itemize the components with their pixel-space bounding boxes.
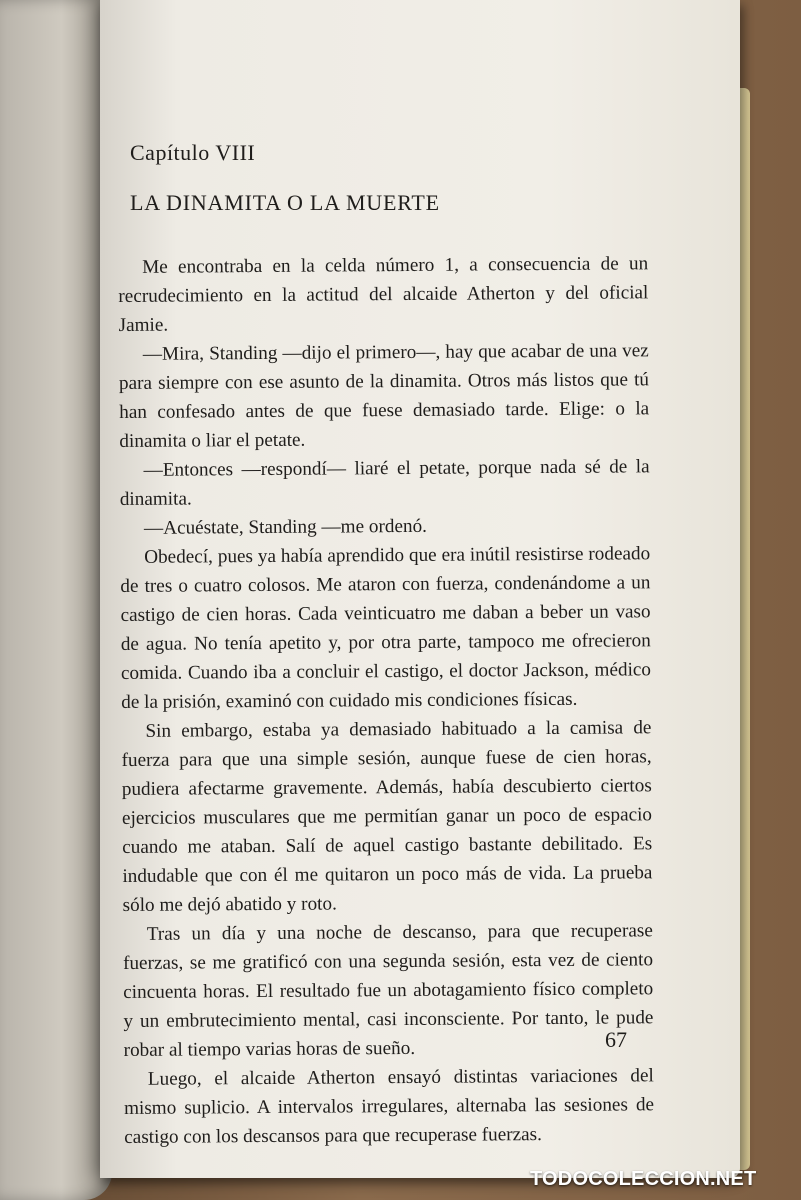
- page-number: 67: [605, 1027, 627, 1052]
- chapter-label: Capítulo VIII: [130, 140, 256, 165]
- body-text: [118, 239, 654, 1152]
- watermark-text: TODOCOLECCION.NET: [530, 1168, 757, 1190]
- chapter-title: LA DINAMITA O LA MUERTE: [130, 190, 440, 215]
- paragraph: —Mira, Standing —dijo el primero—, hay que acabar de una vez para siempre con ese asunto de la dinamita. Otros más listos que tú han confesado antes de que fuese demasiado tarde. Elige: o la dinamita o liar el petate.: [118, 340, 650, 452]
- paragraph: Obedecí, pues ya había aprendido que era inútil resistirse rodeado de tres o cuatro colosos. Me ataron con fuerza, condenándome a un castigo de cien horas. Cada veinticuatro me daban a beber un vaso de agua. No tenía apetito y, por otra parte, tampoco me ofrecieron comida. Cuando iba a concluir el castigo, el doctor Jackson, médico de la prisión, examinó con cuidado mis condiciones físicas.: [120, 543, 652, 713]
- paragraph: —Entonces —respondí— liaré el petate, porque nada sé de la dinamita.: [119, 456, 650, 510]
- paragraph: Sin embargo, estaba ya demasiado habituado a la camisa de fuerza para que una simple sesión, aunque fuese de cien horas, pudiera afectarme gravemente. Además, había descubierto ciertos ejercicios musculares que me permitían ganar un poco de espacio cuando me ataban. Salí de aquel castigo bastante debilitado. Es indudable que con él me quitaron un poco más de vida. La prueba sólo me dejó abatido y roto.: [121, 717, 653, 916]
- paragraph: Tras un día y una noche de descanso, para que recuperase fuerzas, se me gratificó con una segunda sesión, esta vez de ciento cincuenta horas. El resultado fue un abotagamiento físico completo y un embrutecimiento mental, casi inconsciente. Por tanto, le pude robar al tiempo varias horas de sueño.: [122, 920, 654, 1061]
- paragraph: —Acuéstate, Standing —me ordenó.: [143, 515, 428, 539]
- paragraph: Luego, el alcaide Atherton ensayó distintas variaciones del mismo suplicio. A intervalos irregulares, alternaba las sesiones de castigo con los descansos para que recuperase fuerzas.: [123, 1065, 655, 1148]
- paragraph: Me encontraba en la celda número 1, a consecuencia de un recrudecimiento en la actitud del alcaide Atherton y del oficial Jamie.: [118, 253, 649, 336]
- left-page-edge: [0, 0, 112, 1200]
- book-page: [100, 0, 740, 1178]
